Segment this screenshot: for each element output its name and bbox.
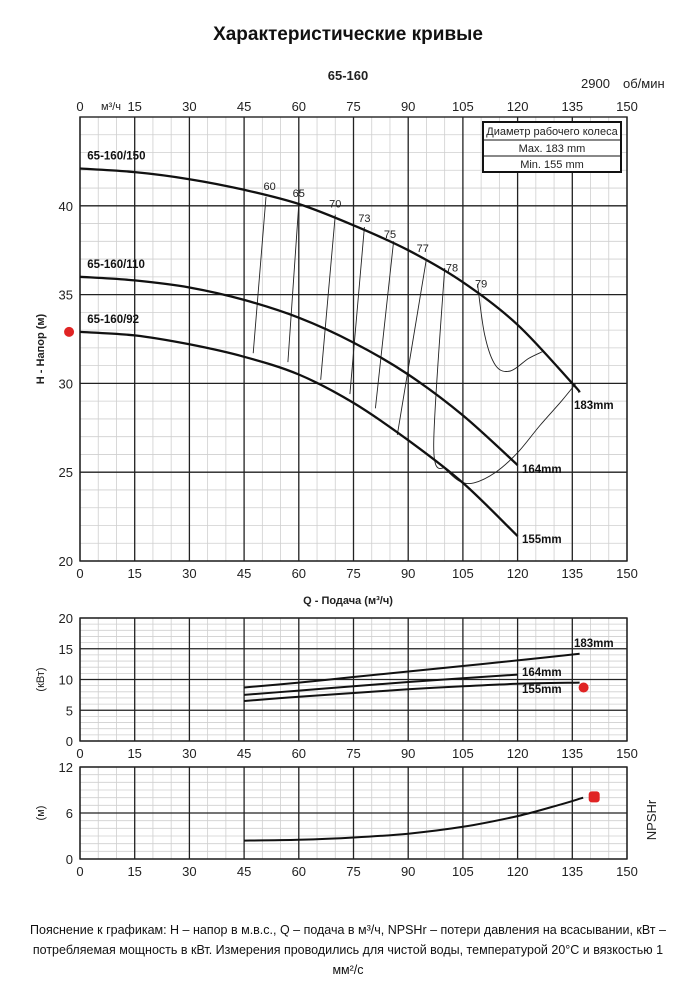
x-tick-label: 135: [561, 864, 584, 879]
top-x-tick-label: 60: [291, 99, 307, 114]
efficiency-line: [434, 268, 445, 469]
speed-value: 2900: [581, 76, 610, 91]
y-tick-label: 40: [58, 198, 73, 214]
efficiency-line: [321, 215, 336, 380]
y-tick-label: 6: [65, 806, 73, 821]
y-tick-label: 10: [58, 672, 73, 688]
info-box-header: Диаметр рабочего колеса: [486, 126, 618, 138]
info-box-row: Max. 183 mm: [518, 143, 586, 155]
red-marker: [64, 327, 74, 337]
x-tick-label: 15: [127, 864, 142, 879]
top-x-tick-label: 15: [127, 99, 142, 114]
chart-title: 65-160: [327, 68, 369, 83]
y-tick-label: 20: [58, 554, 73, 569]
y-tick-label: 5: [65, 703, 73, 719]
top-x-tick-label: 150: [616, 99, 638, 114]
x-tick-label: 150: [616, 746, 638, 761]
head-chart-panel: [35, 68, 665, 607]
x-tick-label: 30: [182, 746, 197, 761]
efficiency-label: 79: [475, 278, 488, 291]
impeller-label: 183mm: [574, 400, 614, 412]
top-x-tick-label: 90: [400, 99, 416, 114]
top-x-tick-label: 75: [346, 99, 361, 114]
red-marker: [589, 791, 600, 802]
x-tick-label: 45: [236, 746, 252, 761]
efficiency-line: [478, 284, 544, 372]
speed-unit: об/мин: [623, 76, 665, 91]
efficiency-line: [288, 204, 299, 362]
y-tick-label: 35: [58, 287, 73, 303]
npsh-curve: [244, 798, 583, 841]
x-tick-label: 90: [400, 566, 416, 581]
y-tick-label: 12: [58, 760, 73, 775]
top-x-tick-label: 0: [76, 99, 84, 114]
efficiency-label: 73: [358, 212, 371, 225]
top-x-tick-label: 45: [236, 99, 252, 114]
top-x-unit-label: м³/ч: [100, 101, 122, 113]
npsh-chart-panel: [35, 760, 659, 879]
efficiency-label: 78: [445, 262, 459, 275]
x-tick-label: 75: [346, 746, 361, 761]
info-box-row: Min. 155 mm: [520, 159, 584, 171]
x-tick-label: 60: [291, 746, 307, 761]
x-tick-label: 75: [346, 566, 361, 581]
top-x-tick-label: 30: [182, 99, 197, 114]
x-tick-label: 150: [616, 566, 638, 581]
x-tick-label: 30: [182, 864, 197, 879]
head-curve-name: 65-160/92: [87, 314, 140, 327]
efficiency-line: [397, 259, 426, 435]
npsh-side-label: NPSHr: [644, 799, 659, 841]
y-tick-label: 25: [58, 465, 73, 481]
y-axis-label: (м): [35, 805, 47, 821]
y-tick-label: 15: [58, 641, 73, 657]
top-x-tick-label: 120: [506, 99, 529, 114]
head-curve-name: 65-160/110: [87, 258, 145, 271]
x-tick-label: 120: [506, 746, 529, 761]
x-tick-label: 135: [561, 566, 584, 581]
efficiency-label: 75: [383, 228, 397, 241]
impeller-label: 155mm: [522, 534, 562, 546]
efficiency-label: 65: [292, 187, 305, 200]
y-tick-label: 20: [58, 611, 73, 626]
x-tick-label: 120: [506, 566, 529, 581]
x-tick-label: 0: [76, 746, 84, 761]
x-tick-label: 105: [452, 566, 474, 581]
x-tick-label: 150: [616, 864, 638, 879]
x-tick-label: 90: [400, 746, 416, 761]
power-curve-label: 183mm: [574, 638, 614, 650]
impeller-label: 164mm: [522, 464, 562, 476]
x-tick-label: 15: [127, 746, 142, 761]
x-tick-label: 90: [400, 864, 416, 879]
x-tick-label: 60: [291, 864, 307, 879]
efficiency-label: 60: [263, 180, 276, 193]
head-curve-name: 65-160/150: [87, 150, 146, 163]
red-marker: [579, 682, 589, 692]
x-tick-label: 45: [236, 566, 252, 581]
y-tick-label: 30: [58, 376, 73, 392]
y-axis-label: (кВт): [35, 667, 47, 692]
power-curve-label: 155mm: [522, 684, 562, 696]
efficiency-label: 70: [329, 198, 342, 211]
x-axis-label: Q - Подача (м³/ч): [303, 595, 393, 607]
power-curve-label: 164mm: [522, 667, 562, 679]
efficiency-line: [350, 227, 365, 394]
power-chart-panel: [35, 611, 638, 761]
x-tick-label: 60: [291, 566, 307, 581]
footnote: Пояснение к графикам: H – напор в м.в.с., Q – подача в м³/ч, NPSHr – потери давления на всасывании, кВт – потребляемая мощность в кВт. Измерения проводились для чистой воды, температурой 20°C и вязкостью 1 мм²/с: [30, 923, 666, 977]
x-tick-label: 0: [76, 864, 84, 879]
top-x-tick-label: 135: [561, 99, 584, 114]
efficiency-label: 77: [416, 242, 429, 255]
x-tick-label: 0: [76, 566, 84, 581]
x-tick-label: 75: [346, 864, 361, 879]
page-title: Характеристические кривые: [213, 24, 483, 45]
x-tick-label: 105: [452, 746, 474, 761]
x-tick-label: 120: [506, 864, 529, 879]
x-tick-label: 15: [127, 566, 142, 581]
y-tick-label: 0: [65, 734, 73, 749]
x-tick-label: 105: [452, 864, 474, 879]
top-x-tick-label: 105: [452, 99, 474, 114]
y-tick-label: 0: [65, 852, 73, 867]
y-axis-label: H - Напор (м): [35, 313, 47, 385]
x-tick-label: 30: [182, 566, 197, 581]
x-tick-label: 45: [236, 864, 252, 879]
x-tick-label: 135: [561, 746, 584, 761]
